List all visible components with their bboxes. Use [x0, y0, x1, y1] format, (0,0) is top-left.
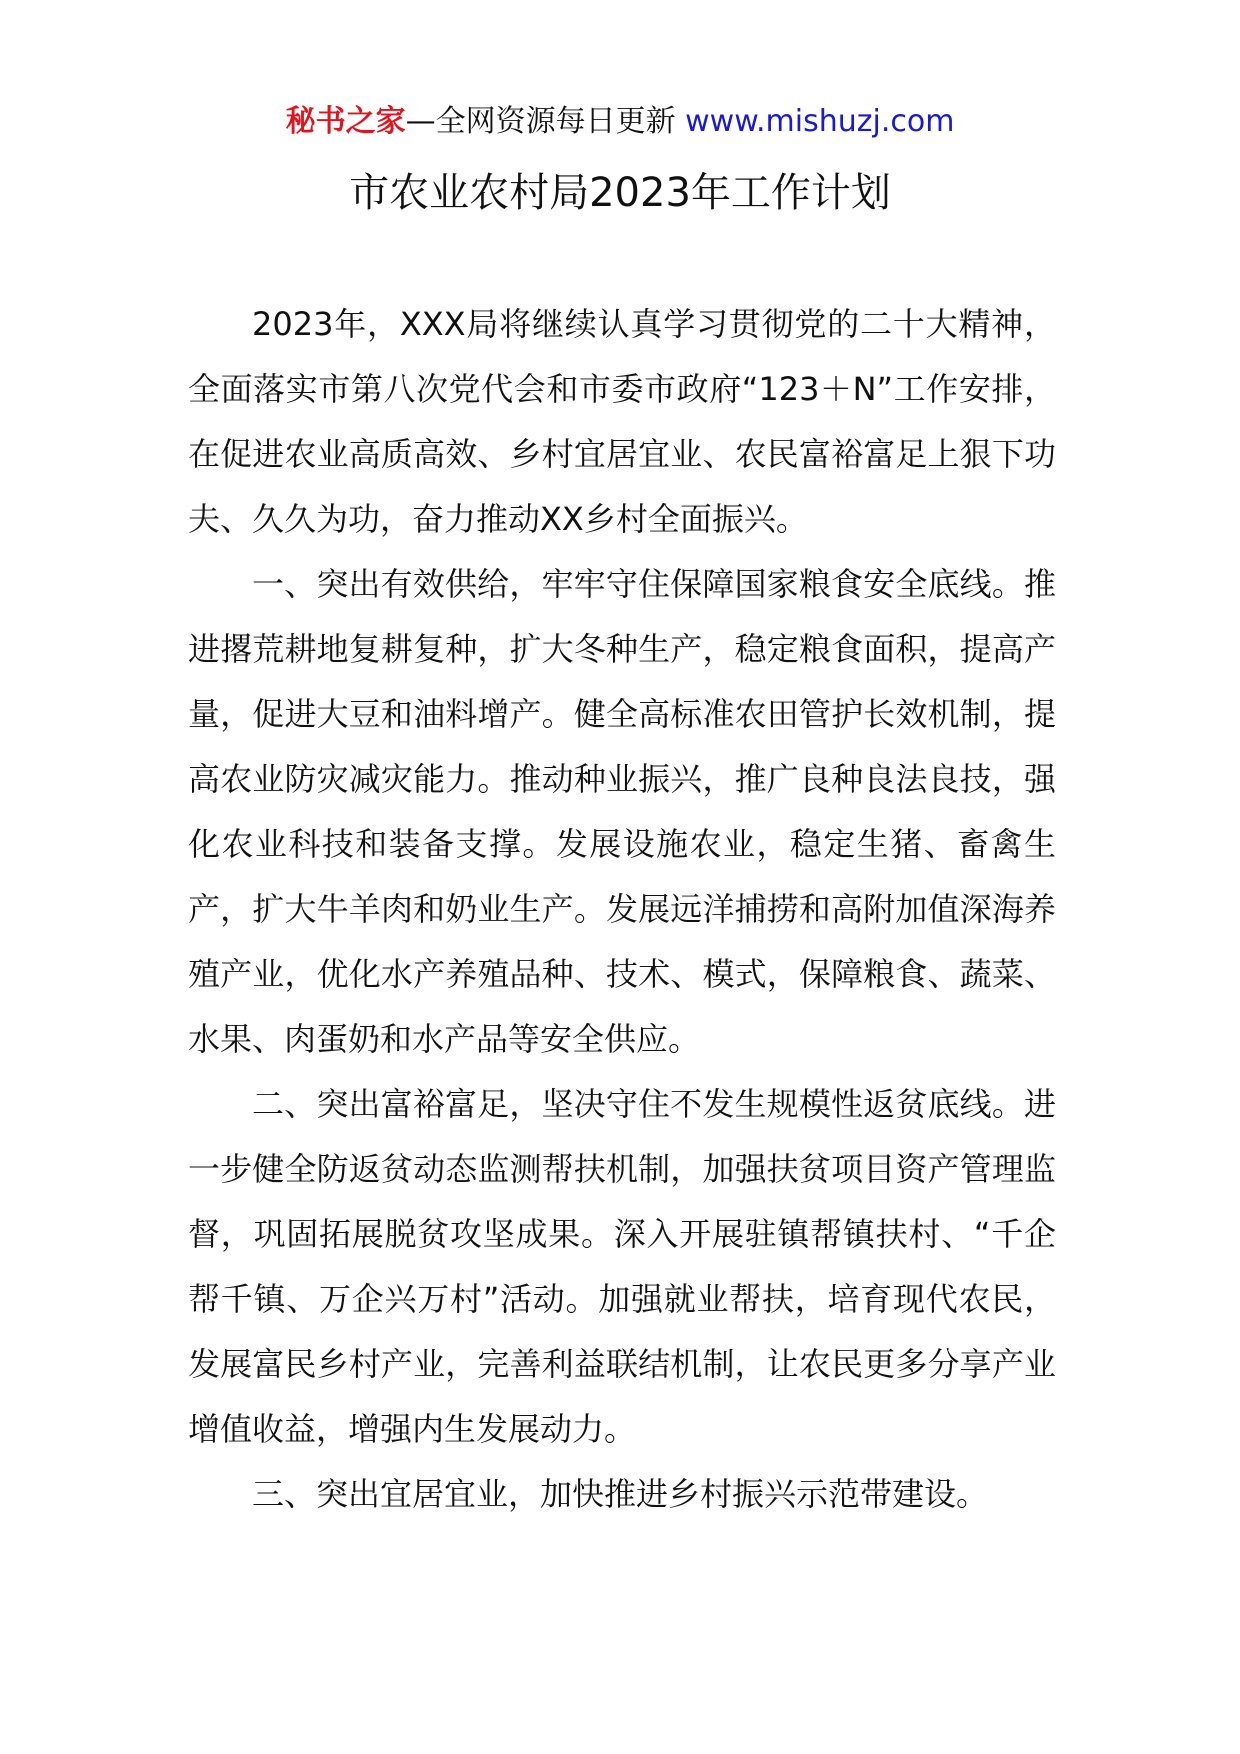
document-body [188, 292, 1056, 1527]
paragraph-section-2: 二、突出富裕富足，坚决守住不发生规模性返贫底线。进一步健全防返贫动态监测帮扶机制，加强扶贫项目资产管理监督，巩固拓展脱贫攻坚成果。深入开展驻镇帮镇扶村、“千企帮千镇、万企兴万村”活动。加强就业帮扶，培育现代农民，发展富民乡村产业，完善利益联结机制，让农民更多分享产业增值收益，增强内生发展动力。 [188, 1085, 1056, 1448]
paragraph-section-1: 一、突出有效供给，牢牢守住保障国家粮食安全底线。推进撂荒耕地复耕复种，扩大冬种生产，稳定粮食面积，提高产量，促进大豆和油料增产。健全高标准农田管护长效机制，提高农业防灾减灾能力。推动种业振兴，推广良种良法良技，强化农业科技和装备支撑。发展设施农业，稳定生猪、畜禽生产，扩大牛羊肉和奶业生产。发展远洋捕捞和高附加值深海养殖产业，优化水产养殖品种、技术、模式，保障粮食、蔬菜、水果、肉蛋奶和水产品等安全供应。 [188, 565, 1056, 1058]
paragraph-section-3: 三、突出宜居宜业，加快推进乡村振兴示范带建设。 [252, 1475, 989, 1513]
document-title: 市农业农村局2023年工作计划 [349, 170, 891, 216]
paragraph-intro: 2023年，XXX局将继续认真学习贯彻党的二十大精神，全面落实市第八次党代会和市委市政府“123＋N”工作安排，在促进农业高质高效、乡村宜居宜业、农民富裕富足上狠下功夫、久久为功，奋力推动XX乡村全面振兴。 [188, 305, 1056, 538]
site-url-link[interactable]: www.mishuzj.com [685, 104, 955, 139]
site-brand: 秘书之家 [285, 104, 406, 139]
site-tagline: —全网资源每日更新 [405, 104, 676, 139]
site-header [0, 100, 1240, 144]
